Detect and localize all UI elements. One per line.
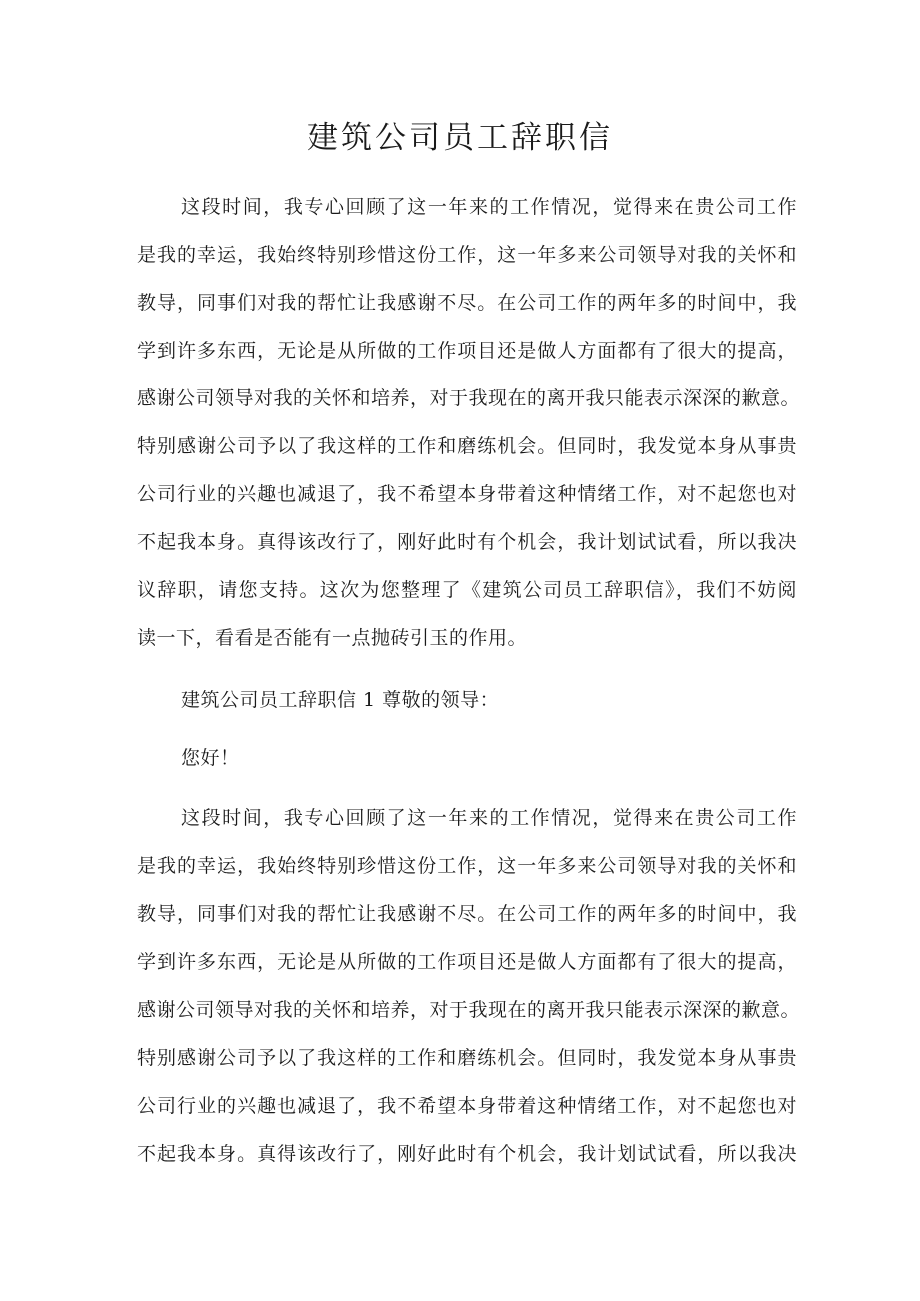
letter-line: 特别感谢公司予以了我这样的工作和磨练机会。但同时，我发觉本身从事贵 <box>137 1047 797 1069</box>
intro-line: 特别感谢公司予以了我这样的工作和磨练机会。但同时，我发觉本身从事贵 <box>137 435 797 457</box>
intro-line: 议辞职，请您支持。这次为您整理了《建筑公司员工辞职信》，我们不妨阅 <box>137 579 797 601</box>
greeting: 您好！ <box>181 747 240 769</box>
letter-line: 公司行业的兴趣也减退了，我不希望本身带着这种情绪工作，对不起您也对 <box>137 1095 797 1117</box>
letter-line: 感谢公司领导对我的关怀和培养，对于我现在的离开我只能表示深深的歉意。 <box>137 999 801 1021</box>
letter-line: 不起我本身。真得该改行了，刚好此时有个机会，我计划试试看，所以我决 <box>137 1143 797 1165</box>
document-title: 建筑公司员工辞职信 <box>307 120 613 156</box>
letter-line: 学到许多东西，无论是从所做的工作项目还是做人方面都有了很大的提高， <box>137 951 797 973</box>
letter-line: 教导，同事们对我的帮忙让我感谢不尽。在公司工作的两年多的时间中，我 <box>137 903 797 925</box>
intro-line: 不起我本身。真得该改行了，刚好此时有个机会，我计划试试看，所以我决 <box>137 531 797 553</box>
intro-line: 是我的幸运，我始终特别珍惜这份工作，这一年多来公司领导对我的关怀和 <box>137 244 797 266</box>
intro-line: 公司行业的兴趣也减退了，我不希望本身带着这种情绪工作，对不起您也对 <box>137 483 797 505</box>
intro-line: 读一下，看看是否能有一点抛砖引玉的作用。 <box>137 627 528 649</box>
letter-line: 是我的幸运，我始终特别珍惜这份工作，这一年多来公司领导对我的关怀和 <box>137 855 797 877</box>
intro-line: 教导，同事们对我的帮忙让我感谢不尽。在公司工作的两年多的时间中，我 <box>137 292 797 314</box>
intro-line: 这段时间，我专心回顾了这一年来的工作情况，觉得来在贵公司工作 <box>181 196 797 218</box>
intro-line: 感谢公司领导对我的关怀和培养，对于我现在的离开我只能表示深深的歉意。 <box>137 387 801 409</box>
intro-line: 学到许多东西，无论是从所做的工作项目还是做人方面都有了很大的提高， <box>137 340 797 362</box>
letter-line: 这段时间，我专心回顾了这一年来的工作情况，觉得来在贵公司工作 <box>181 807 797 829</box>
letter-heading: 建筑公司员工辞职信 1 尊敬的领导： <box>181 689 500 711</box>
